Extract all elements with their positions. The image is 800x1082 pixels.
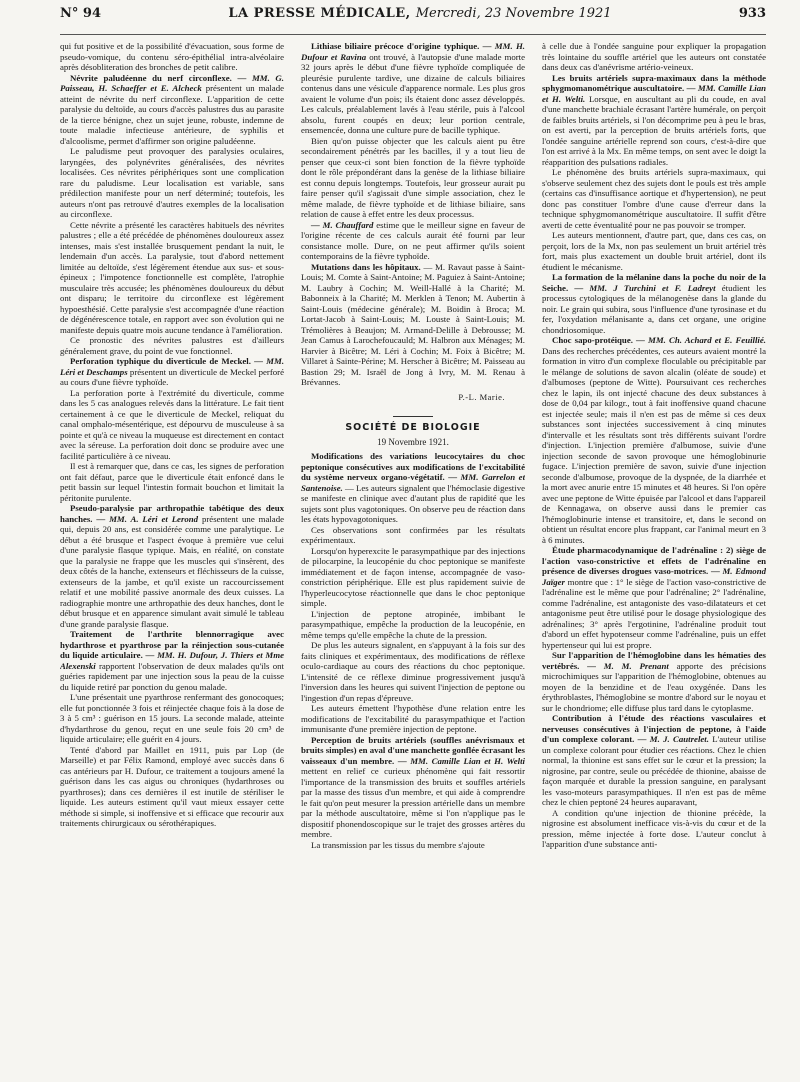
- paragraph-text: Ce pronostic des névrites palustres est d'ailleurs généralement grave, du point de vue fonctionnel.: [60, 335, 284, 356]
- paragraph: [542, 230, 766, 272]
- article-paragraph: [542, 545, 766, 650]
- article-title: Perforation typhique du diverticule de Meckel. —: [70, 356, 263, 366]
- paragraph-text: Il est à remarquer que, dans ce cas, les signes de perforation ont fait défaut, parce que le diverticule était enfoncé dans le petit bassin sur lequel l'intestin formait bouchon et limitait la péritonite purulente.: [60, 461, 284, 503]
- paragraph: [301, 840, 525, 851]
- section-title-text: SOCIÉTÉ DE BIOLOGIE: [345, 422, 481, 433]
- article-body: rapportent l'observation de deux malades qu'ils ont guéries rapidement par une injection sous la peau de la cuisse du liquide retiré par ponction du genou malade.: [60, 660, 284, 692]
- issue-number: N° 94: [60, 6, 101, 21]
- paragraph: [542, 41, 766, 73]
- article-authors: MM. Léri et Deschamps: [60, 356, 284, 377]
- paragraph-lead: — M. Chauffard: [311, 219, 374, 230]
- paragraph-text: Tenté d'abord par Maillet en 1911, puis par Lop (de Marseille) et par Félix Ramond, employé avec succès dans 6 cas antérieurs par H. Dufour, ce traitement a toujours amené la guérison dans les cas aigus ou chroniques (hydarthroses ou pyarthroses); dans ces dernières il est inutile de stériliser le liquide. Les auteurs estiment qu'il vaut mieux essayer cette méthode si simple, si inoffensive et si efficace que recourir aux traitements chirurgicaux ou sérothérapiques.: [60, 744, 284, 828]
- paragraph: [60, 388, 284, 462]
- paragraph-text: Le phénomène des bruits artériels supra-maximaux, qui s'observe seulement chez des sujets dont le pouls est très ample (certains cas d'insuffisance aortique et d'hypertension), ne peut donc pas constituer l'ombre d'une cause d'erreur dans la technique sphygmomanométrique auscultatoire. Il suffit d'être averti de cette éventualité pour ne pas pouvoir se tromper.: [542, 167, 766, 230]
- article-paragraph: [301, 451, 525, 525]
- paragraph: [301, 546, 525, 609]
- paragraph-text: Les auteurs émettent l'hypothèse d'une relation entre les modifications de l'excitabilité du parasympathique et l'action immunisante d'une première injection de peptone.: [301, 703, 525, 734]
- article-body: Lorsque, en auscultant au pli du coude, en aval d'une manchette brachiale écrasant l'artère humérale, on perçoit de faibles bruits artériels, si l'on décomprime peu à peu le bras, on est averti, par la perception de bruits artériels forts, que l'ondée sanguine artérielle reprend son cours, c'est-à-dire que l'on est arrivé à la Mx. En même temps, on sent avec le doigt la réapparition des pulsations radiales.: [542, 93, 766, 167]
- article-paragraph: [542, 713, 766, 808]
- article-authors: M. J. Cautrelet.: [649, 734, 709, 744]
- article-body: apporte des précisions microchimiques sur l'apparition de l'hémoglobine, obtenues au moyen de la benzidine et de l'eau oxygénée. Dans les érythroblastes, l'hémoglobine se montre d'abord sur le noyau et sur le chondriome; elle diffuse plus tard dans le cytoplasme.: [542, 660, 766, 713]
- article-title: Perception de bruits artériels (souffles anévrismaux et bruits simples) en aval d'une manchette gonflée écrasant les vaisseaux d'un membre. —: [301, 734, 525, 766]
- article-body: présentent un malade atteint de névrite du nerf circonflexe. L'apparition de cette paralysie du deltoïde, au cours d'accès palustres dus au parasite de la tierce bénigne, chez un sujet jeune, robuste, indemne de toute maladie infectieuse antérieure, de syphilis et d'alcoolisme, permet d'affirmer son origine paludéenne.: [60, 83, 284, 146]
- article-paragraph: [60, 629, 284, 692]
- paragraph: [60, 461, 284, 503]
- paragraph-text: qui fut positive et de la possibilité d'évacuation, sous forme de pseudo-vomique, du contenu séro-épithélial intra-alvéolaire après désobliteration des bronches de petit calibre.: [60, 41, 284, 72]
- paragraph-text: Bien qu'on puisse objecter que les calculs aient pu être secondairement pénétrés par les bacilles, il y a tout lieu de penser que ceux-ci sont bien fonction de la fièvre typhoïde dont le rôle prépondérant dans la genèse de la lithiase biliaire est connu depuis longtemps. Toutefois, leur grosseur aurait pu faire penser qu'il s'agissait d'une simple association, chez le même malade, de fièvre typhoïde et de lithiase biliaire, sans relation de cause à effet entre les deux processus.: [301, 135, 525, 219]
- article-authors: MM. Camille Lian et H. Welti.: [542, 83, 766, 104]
- article-title: Modifications des variations leucocytaires du choc peptonique consécutives aux modifications de l'excitabilité du système nerveux organo-végétatif. —: [301, 451, 525, 482]
- section-title: [301, 416, 525, 434]
- article-body: mettent en relief ce curieux phénomène qui fait ressortir l'importance de la transmission des bruits et souffles artériels par la masse des tissus d'un membre, et qui aide à comprendre le fait qu'on peut mesurer la pression artérielle dans un membre par la méthode auscultatoire, même si l'on n'applique pas le dispositif phonendoscopique sur le trajet des grosses artères du membre.: [301, 766, 525, 839]
- article-authors: MM. G. Paisseau, H. Schaeffer et E. Alcheck: [60, 72, 284, 93]
- article-title: Les bruits artériels supra-maximaux dans la méthode sphygmomanométrique auscultatoire. —: [542, 72, 766, 93]
- paragraph: [60, 692, 284, 745]
- article-paragraph: [301, 41, 525, 136]
- paragraph-text: Le paludisme peut provoquer des paralysies oculaires, laryngées, des polynévrites généralisées, des névrites localisées. Ces névrites périphériques sont une complication rare du paludisme. Leur localisation est variable, sans prédilection manifeste pour un nerf déterminé; toutefois, les auteurs n'ont pas retrouvé d'autres exemples de la localisation au circonflexe.: [60, 146, 284, 219]
- article-title: Mutations dans les hôpitaux.: [311, 261, 421, 272]
- article-title: Lithiase biliaire précoce d'origine typhique. —: [311, 41, 492, 51]
- paragraph: [301, 136, 525, 220]
- paragraph: [301, 640, 525, 703]
- article-paragraph: [60, 73, 284, 147]
- article-body: présentent une malade qui, depuis 20 ans, est considérée comme une paralytique. Le début a été brusque et l'aspect évoque à première vue celui d'une paralysie flasque typique. Mais, en réalité, on constate que la paralysie ne frappe que les muscles qui s'insèrent, des deux côtés de la hanche, extenseurs et fléchisseurs de la cuisse, extenseurs de la jambe, et qu'il existe un raccourcissement relatif et une mobilité passive anormale des deux cuisses. La radiographie montre une arthropathie des deux hanches, dont le début brusque et en apparence simulant avait simulé le tableau d'une grande paralysie flasque.: [60, 513, 284, 629]
- paragraph: [542, 808, 766, 850]
- paragraph-text: Lorsqu'on hyperexcite le parasympathique par des injections de pilocarpine, la leucopénie du choc peptonique se manifeste immédiatement et de façon intense, accompagnée de vaso-constriction périphérique. Elle est plus rapidement suivie de l'hyperleucocytose réactionnelle que dans le choc peptonique simple.: [301, 545, 525, 608]
- journal-title: [228, 6, 611, 21]
- column-3: [542, 41, 766, 1076]
- article-paragraph: [60, 356, 284, 388]
- article-body: étudient les processus cytologiques de la mélanogenèse dans la glande du noir. Le grain qui subira, sous l'influence d'une tyrosinase et du fer, l'oxydation mélanisante a, dans cet organe, une origine chondriosomique.: [542, 282, 766, 335]
- paragraph-text: A condition qu'une injection de thionine précède, la nigrosine est absolument inefficace vis-à-vis du cœur et de la pression, même injectée à forte dose. L'auteur conclut à l'apparition d'une substance anti-: [542, 807, 766, 849]
- article-body: Dans des recherches précédentes, ces auteurs avaient montré la formation in vitro d'un complexe floculable ou précipitable par le mélange de solutions de savon alcalin (oléate de soude) et d'albumoses (peptone de Witte). Poursuivant ces recherches chez le lapin, ils ont injecté chacune des deux substances à dose de 0,04 par kilogr., tout à fait inoffensive quand chacune est injectée seule; mais il n'en est pas de même si ces deux substances sont injectées successivement à cinq minutes d'intervalle et les résultats sont très différents suivant l'ordre d'injection. L'injection première d'albumose, suivie d'une injection seconde de savon provoque une hémoglobinurie fugace. L'injection première de savon, suivie d'une injection seconde d'albumose, provoque de la dyspnée, de la diarrhée et la mort avec anurie entre 15 minutes et 48 heures. Si l'on opère avec une peptone de Witte épuisée par l'alcool et dans l'appareil de Kennagawa, on observe aussi dans le premier cas l'hémoglobinurie intense et transitoire, et, dans le second on obtient un résultat encore plus frappant, car l'animal meurt en 3 à 6 minutes.: [542, 345, 766, 545]
- paragraph: [60, 41, 284, 73]
- paragraph: [301, 703, 525, 735]
- article-body: — Les auteurs signalent que l'hémoclasie digestive se manifeste en clinique avec d'autant plus de rapidité que les sujets sont plus vagotoniques. On observe peu de réaction dans les états hypovagotoniques.: [301, 482, 525, 524]
- paragraph: [542, 167, 766, 230]
- article-title: Choc sapo-protéique. —: [552, 335, 645, 345]
- paragraph-text: La transmission par les tissus du membre s'ajoute: [311, 839, 485, 850]
- article-title: Contribution à l'étude des réactions vasculaires et nerveuses consécutives à l'injection de peptone, à l'aide d'un complexe colorant. —: [542, 713, 766, 744]
- article-authors: MM. H. Dufour et Ravina: [301, 41, 525, 62]
- article-title: Traitement de l'arthrite blennorragique avec hydarthrose et pyarthrose par la réinjection sous-cutanée du liquide articulaire. —: [60, 629, 284, 660]
- article-authors: M. Edmond Jaïger: [542, 566, 766, 587]
- paragraph-text: Cette névrite a présenté les caractères habituels des névrites palustres ; elle a été précédée de phénomènes douloureux assez intenses, mais s'est installée brusquement pendant la nuit, le lendemain d'un accès. La paralysie, tout d'abord nettement limitée au deltoïde, s'est légèrement étendue aux sus- et sous-épineux ; l'impotence fonctionnelle est complète, l'atrophie musculaire très accusée; les phénomènes douloureux du début ont disparu; le territoire du circonflexe est légèrement hypoesthésié. Cette paralysie s'est accompagnée d'une réaction de dégénérescence totale, en rapport avec son évolution qui ne manifeste depuis quatre mois aucune tendance à l'amélioration.: [60, 219, 284, 335]
- page-header: [60, 6, 766, 35]
- article-paragraph: [301, 735, 525, 840]
- paragraph-text: à celle due à l'ondée sanguine pour expliquer la propagation très lointaine du souffle artériel que les auteurs ont constatée dans deux cas d'anévrisme artério-veineux.: [542, 41, 766, 72]
- paragraph-text: estime que le meilleur signe en faveur de l'origine récente de ces calculs aurait été fourni par leur consistance molle. Dure, on ne peut affirmer qu'ils soient contemporains de la fièvre typhoïde.: [301, 219, 525, 261]
- paragraph: [60, 146, 284, 220]
- column-1: [60, 41, 284, 1076]
- article-authors: M. M. Prenant: [603, 660, 669, 671]
- article-authors: MM. Ch. Achard et E. Feuillié.: [648, 335, 766, 345]
- article-paragraph: [542, 272, 766, 335]
- article-paragraph: [542, 650, 766, 713]
- article-authors: MM. H. Dufour, J. Thiers et Mme Alexenski: [60, 650, 284, 671]
- signature: P.-L. Marie.: [458, 391, 505, 402]
- paragraph: [60, 335, 284, 356]
- issue-date: Mercredi, 23 Novembre 1921: [415, 6, 612, 21]
- page-number: 933: [738, 6, 766, 21]
- article-paragraph: [60, 503, 284, 629]
- paragraph: [60, 745, 284, 829]
- section-rule: [393, 416, 433, 417]
- paragraph-text: De plus les auteurs signalent, en s'appuyant à la fois sur des faits cliniques et expérimentaux, des modifications de réflexe oculo-cardiaque au cours des réactions du choc peptonique. L'intensité de ce réflexe diminue progressivement jusqu'à l'inversion dans les heures qui suivent l'injection de peptone ou l'ingestion d'un repas d'épreuve.: [301, 640, 525, 703]
- paragraph: [301, 609, 525, 641]
- article-body: montre que : 1° le siège de l'action vaso-constrictive de l'adrénaline est le même que pour l'adrénaline; 2° l'adrénaline, comme l'adrénaline, est antagoniste des vaso-dilatateurs et cet antagonisme peut être utilisé pour le dosage physiologique des adrénalines; 3° après l'ergotinine, l'adrénaline produit tout d'abord un effet hypotenseur comme l'adrénaline, puis un effet hypertenseur qui lui est propre.: [542, 576, 766, 650]
- article-authors: MM. J Turchini et F. Ladreyt: [589, 282, 716, 293]
- article-title: La formation de la mélanine dans la poche du noir de la Seiche. —: [542, 272, 766, 293]
- article-title: Pseudo-paralysie par arthropathie tabétique des deux hanches. —: [60, 503, 284, 524]
- paragraph: [301, 525, 525, 546]
- paragraph: [301, 220, 525, 262]
- article-paragraph: [542, 335, 766, 545]
- paragraph-text: L'une présentait une pyarthrose renfermant des gonocoques; elle fut ponctionnée 3 fois et réinjectée chaque fois à la dose de 3 à 5 cm³ : guérison en 15 jours. La seconde malade, atteinte d'hydarthrose du genou, reçut en une seule fois 20 cm³ de liquide articulaire; elle guérit en 4 jours.: [60, 692, 284, 744]
- article-authors: MM. Garrelon et Santenoise.: [301, 472, 525, 493]
- article-body: L'auteur utilise un complexe colorant pour étudier ces réactions. Chez le chien normal, la thionine est sans effet sur le cœur et la pression; la nigrosine, par contre, seule ou précédée de thionine, abaisse de façon marquée et durable la pression sanguine, en paralysant les vaso-moteurs parasympathiques. Il n'en est pas de même chez le chien peptoné 24 heures auparavant,: [542, 734, 766, 807]
- section-date: 19 Novembre 1921.: [377, 436, 449, 447]
- paragraph-text: Ces observations sont confirmées par les résultats expérimentaux.: [301, 524, 525, 545]
- article-body: ont trouvé, à l'autopsie d'une malade morte 32 jours après le début d'une fièvre typhoïde compliquée de pleurésie purulente tardive, une dizaine de calculs biliaires contenus dans une vésicule d'apparence normale. Les plus gros avaient le volume d'un pois; ils étaient donc assez développés. Les calculs, préalablement lavés à l'eau stérile, puis à l'alcool absolu, furent coupés en deux; leur portion centrale, ensemencée, donna une culture pure de bacille typhique.: [301, 51, 525, 135]
- article-title: Étude pharmacodynamique de l'adrénaline : 2) siège de l'action vaso-constrictive et effets de l'adrénaline en présence de diverses drogues vaso-motrices. —: [542, 545, 766, 576]
- article-title: Névrite paludéenne du nerf circonflexe. —: [70, 72, 247, 83]
- journal-name: LA PRESSE MÉDICALE,: [228, 6, 411, 21]
- paragraph-text: La perforation porte à l'extrémité du diverticule, comme dans les 5 cas analogues relevés dans la littérature. Le fait tient certainement à ce que le diverticule de Meckel, reliquat du canal omphalo-mésentérique, est dépourvu de musculeuse à sa pointe et qu'à ce niveau la muqueuse est directement en contact avec la séreuse. La perforation doit donc se produire avec une facilité particulière à ce niveau.: [60, 387, 284, 461]
- article-body: présentent un diverticule de Meckel perforé au cours d'une fièvre typhoïde.: [60, 366, 284, 387]
- article-authors: MM. Camille Lian et H. Welti: [410, 755, 525, 766]
- article-paragraph: [301, 262, 525, 388]
- paragraph-text: L'injection de peptone atropinée, imbibant le parasympathique, empêche la production de la leucopénie, en même temps qu'elle empêche la chute de la pression.: [301, 608, 525, 640]
- article-title: Sur l'apparition de l'hémoglobine dans les hématies des vertébrés. —: [542, 650, 766, 671]
- paragraph-text: Les auteurs mentionnent, d'autre part, que, dans ces cas, on perçoit, lors de la Mx, non pas seulement un bruit artériel très fort, mais plus exactement un double bruit artériel, dont ils étudient le mécanisme.: [542, 230, 766, 272]
- article-body: — M. Ravaut passe à Saint-Louis; M. Comte à Saint-Antoine; M. Paguiez à Saint-Antoine; M. Laubry à Cochin; M. Weill-Hallé à la Charité; M. Babonneix à la Charité; M. Merklen à Tenon; M. Aubertin à Saint-Louis (médecine générale); M. Boidin à Broca; M. Lortat-Jacob à Saint-Louis; M. Louste à Saint-Louis; M. Trémolières à Beaujon; M. Armand-Delille à Debrousse; M. Jean Camus à Larochefoucauld; M. Halbron aux Ménages; M. Harvier à Bicêtre; M. Léri à Cochin; M. Foix à Bicêtre; M. Villaret à Sainte-Périne; M. Herscher à Bicêtre; M. Paisseau au Bastion 29; M. Israël de Jong à Ivry, M. M. Renau à Brévannes.: [301, 261, 525, 387]
- article-paragraph: [542, 73, 766, 168]
- article-authors: MM. A. Léri et Lerond: [109, 513, 199, 524]
- columns: [60, 41, 766, 1076]
- column-2: [301, 41, 525, 1076]
- paragraph: [60, 220, 284, 336]
